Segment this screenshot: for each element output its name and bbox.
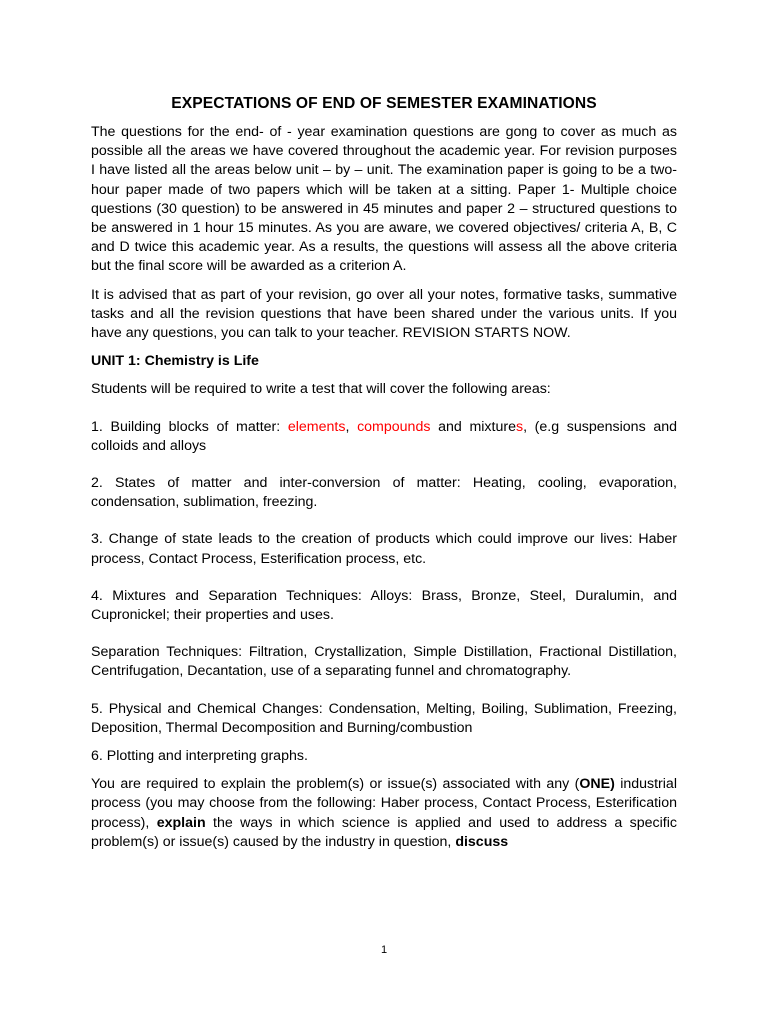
item1-comma: , [345,418,358,435]
list-item-5: 5. Physical and Chemical Changes: Condensation, Melting, Boiling, Sublimation, Freezing, Deposition, Thermal Decomposition and Burning/combustion [91,700,677,736]
list-item-3: 3. Change of state leads to the creation of products which could improve our lives: Haber process, Contact Process, Esterification process, etc. [91,531,677,567]
list-item-4: 4. Mixtures and Separation Techniques: Alloys: Brass, Bronze, Steel, Duralumin, and Cupronickel; their properties and uses. [91,587,677,624]
item1-prefix: 1. Building blocks of matter: [91,418,288,435]
final-one: ONE) [579,776,615,793]
final-explain: explain [156,814,206,831]
final-discuss: discuss [455,833,509,850]
elements-term: elements [287,418,346,435]
item1-and-mixture: and mixture [430,418,516,435]
list-item-1 [91,418,677,456]
page-title: EXPECTATIONS OF END OF SEMESTER EXAMINATIONS [171,95,597,112]
item1-suffix: , (e.g suspensions and colloids and alloys [91,418,678,454]
list-item-6: 6. Plotting and interpreting graphs. [91,748,308,765]
intro-paragraph: The questions for the end- of - year examination questions are gong to cover as much as possible all the areas we have covered throughout the academic year. For revision purposes I have listed all the areas below unit – by – unit. The examination paper is going to be a two-hour paper made of two papers which will be taken at a sitting. Paper 1- Multiple choice questions (30 question) to be answered in 45 minutes and paper 2 – structured questions to be answered in 1 hour 15 minutes. As you are aware, we covered objectives/ criteria A, B, C and D twice this academic year. As a results, the questions will assess all the above criteria but the final score will be awarded as a criterion A. [91,124,677,275]
final-part3: the ways in which science is applied and used to address a specific problem(s) or issue(s) caused by the industry in question, [91,814,677,850]
document-body [91,94,677,852]
page-number: 1 [380,944,388,956]
advice-paragraph: It is advised that as part of your revision, go over all your notes, formative tasks, summative tasks and all the revision questions that have been shared under the various units. If you have any questions, you can talk to your teacher. REVISION STARTS NOW. [91,286,677,342]
compounds-term: compounds [357,418,431,435]
final-part2: industrial process (you may choose from the following: Haber process, Contact Process, Esterification process), [91,776,677,831]
separation-techniques: Separation Techniques: Filtration, Crystallization, Simple Distillation, Fractional Distillation, Centrifugation, Decantation, use of a separating funnel and chromatography. [91,644,677,680]
unit-heading: UNIT 1: Chemistry is Life [91,353,259,370]
unit-intro: Students will be required to write a test that will cover the following areas: [91,381,551,398]
list-item-2: 2. States of matter and inter-conversion of matter: Heating, cooling, evaporation, condensation, sublimation, freezing. [91,475,677,511]
mixtures-s-red: s [515,418,524,435]
final-part1: You are required to explain the problem(s) or issue(s) associated with any ( [91,776,580,793]
final-paragraph [91,775,677,852]
